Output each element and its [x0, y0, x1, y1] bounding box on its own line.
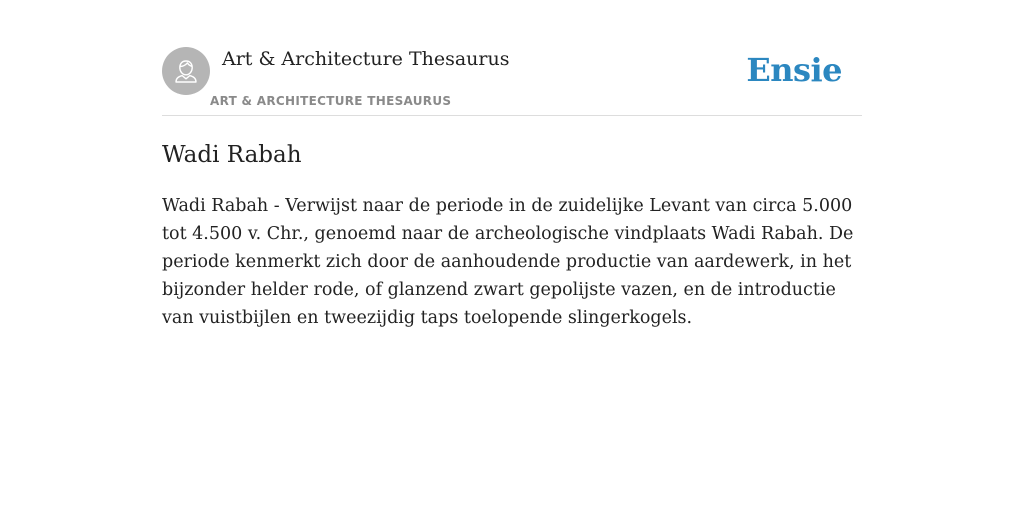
- user-silhouette-icon: [162, 47, 210, 95]
- entry-header: [162, 46, 862, 116]
- ensie-logo[interactable]: Ensie: [746, 51, 842, 89]
- author-subtitle: ART & ARCHITECTURE THESAURUS: [210, 94, 452, 108]
- entry-definition: Wadi Rabah - Verwijst naar de periode in de zuidelijke Levant van circa 5.000 tot 4.500 v. Chr., genoemd naar de archeologische vindplaats Wadi Rabah. De periode kenmerkt zich door de aanhoudende productie van aardewerk, in het bijzonder helder rode, of glanzend zwart gepolijste vazen, en de introductie van vuistbijlen en tweezijdig taps toelopende slingerkogels.: [162, 196, 854, 328]
- author-name[interactable]: Art & Architecture Thesaurus: [222, 48, 510, 70]
- author-avatar[interactable]: [162, 47, 210, 95]
- entry-title: Wadi Rabah: [162, 142, 302, 168]
